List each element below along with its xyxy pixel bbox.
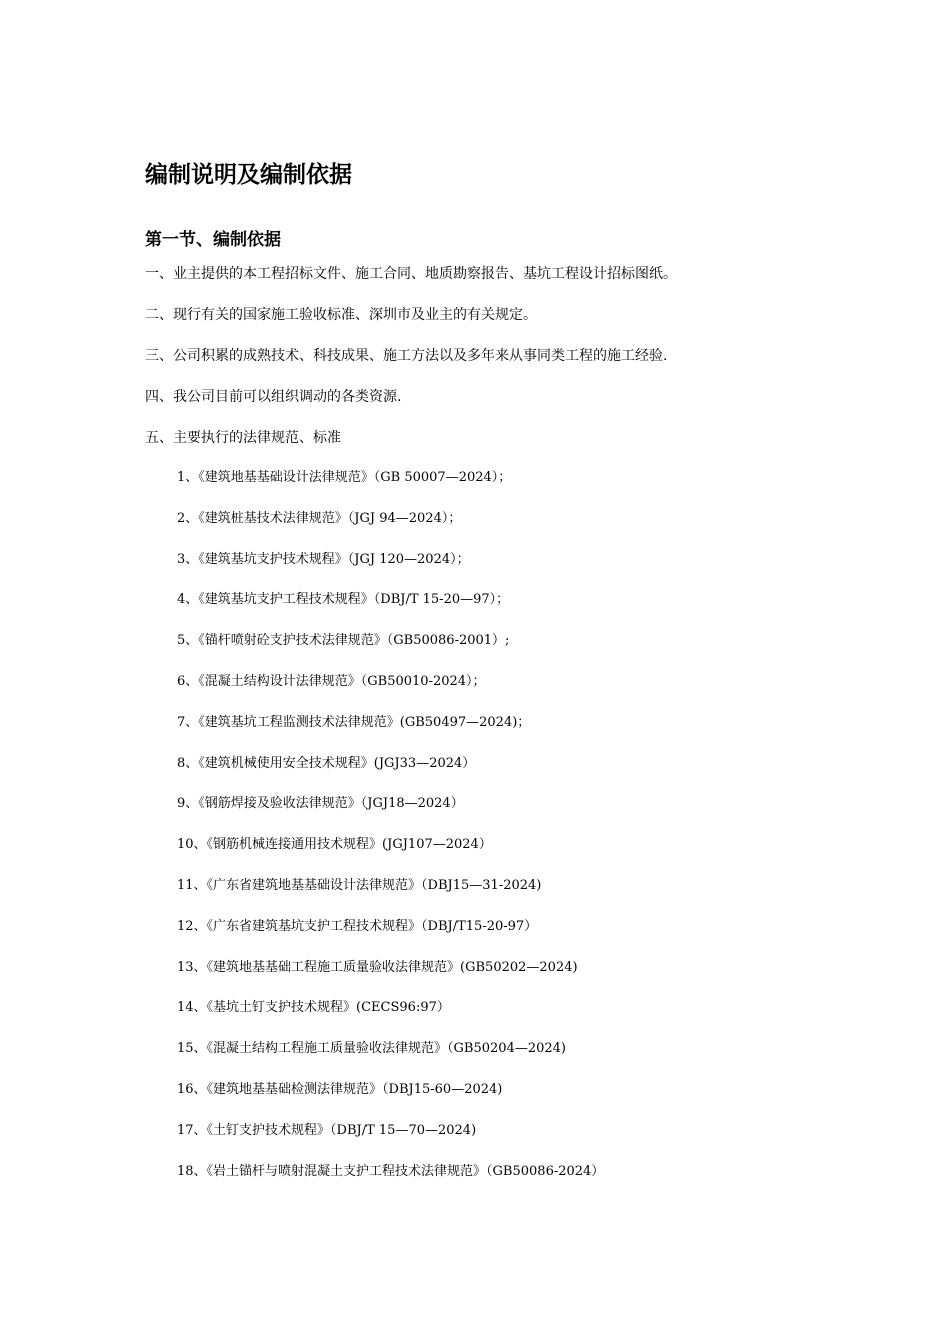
standard-item: 13、《建筑地基基础工程施工质量验收法律规范》(GB50202—2024) (177, 959, 578, 975)
standard-item: 12、《广东省建筑基坑支护工程技术规程》（DBJ/T15-20-97） (177, 918, 538, 934)
standard-item: 15、《混凝土结构工程施工质量验收法律规范》（GB50204—2024) (177, 1041, 566, 1057)
standard-item: 11、《广东省建筑地基基础设计法律规范》（DBJ15—31-2024) (177, 877, 542, 893)
standard-item: 7、《建筑基坑工程监测技术法律规范》(GB50497—2024)； (177, 714, 531, 730)
standard-item: 6、《混凝土结构设计法律规范》（GB50010-2024）； (177, 673, 486, 689)
basis-paragraph: 四、我公司目前可以组织调动的各类资源. (145, 389, 402, 405)
standard-item: 16、《建筑地基基础检测法律规范》（DBJ15-60—2024) (177, 1081, 503, 1097)
standards-list (177, 465, 604, 1199)
document-title: 编制说明及编制依据 (145, 162, 352, 188)
standard-item: 8、《建筑机械使用安全技术规程》(JGJ33—2024） (177, 755, 476, 771)
standard-item: 5、《锚杆喷射砼支护技术法律规范》（GB50086-2001）; (177, 633, 510, 649)
standard-item: 9、《钢筋焊接及验收法律规范》（JGJ18—2024） (177, 796, 464, 812)
basis-paragraph: 五、主要执行的法律规范、标准 (145, 430, 341, 446)
basis-list (145, 261, 677, 466)
basis-paragraph: 三、公司积累的成熟技术、科技成果、施工方法以及多年来从事同类工程的施工经验. (145, 348, 668, 364)
standard-item: 18、《岩土锚杆与喷射混凝土支护工程技术法律规范》（GB50086-2024） (177, 1163, 605, 1179)
basis-paragraph: 一、业主提供的本工程招标文件、施工合同、地质勘察报告、基坑工程设计招标图纸。 (145, 266, 677, 282)
standard-item: 1、《建筑地基基础设计法律规范》（GB 50007—2024）； (177, 470, 512, 485)
basis-paragraph: 二、现行有关的国家施工验收标准、深圳市及业主的有关规定。 (145, 307, 537, 323)
standard-item: 17、《土钉支护技术规程》（DBJ/T 15—70—2024) (177, 1122, 477, 1138)
standard-item: 4、《建筑基坑支护工程技术规程》（DBJ/T 15-20—97）； (177, 592, 510, 608)
section-title: 第一节、编制依据 (145, 230, 281, 250)
standard-item: 14、《基坑土钉支护技术规程》(CECS96:97） (177, 1000, 450, 1016)
standard-item: 2、《建筑桩基技术法律规范》（JGJ 94—2024）； (177, 510, 462, 526)
standard-item: 3、《建筑基坑支护技术规程》（JGJ 120—2024）； (177, 551, 470, 567)
standard-item: 10、《钢筋机械连接通用技术规程》(JGJ107—2024） (177, 837, 492, 853)
